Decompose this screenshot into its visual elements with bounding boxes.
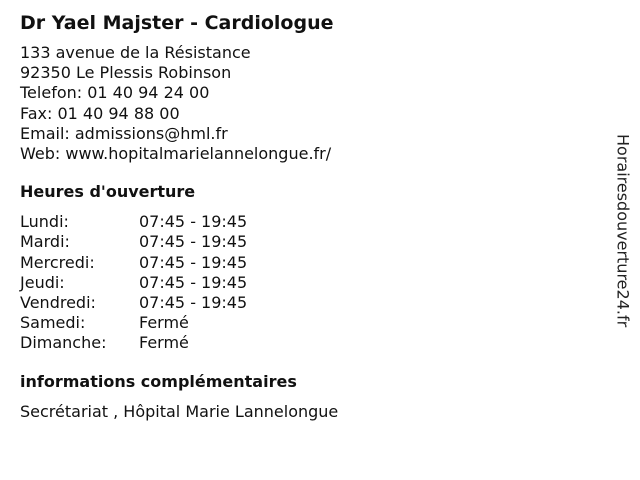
phone-line: Telefon: 01 40 94 24 00 — [20, 83, 210, 103]
hours-row-friday — [20, 293, 590, 313]
contact-block — [20, 43, 590, 164]
day-label: Lundi: — [20, 212, 69, 232]
hours-row-sunday — [20, 333, 590, 353]
hours-row-wednesday — [20, 253, 590, 273]
day-hours: Fermé — [139, 313, 189, 333]
day-hours: 07:45 - 19:45 — [139, 252, 248, 272]
day-label: Mercredi: — [20, 252, 95, 272]
day-label: Samedi: — [20, 313, 86, 333]
address-line-2: 92350 Le Plessis Robinson — [20, 63, 232, 83]
listing-card — [20, 11, 590, 422]
fax-line: Fax: 01 40 94 88 00 — [20, 103, 180, 123]
day-label: Jeudi: — [20, 272, 65, 292]
day-hours: 07:45 - 19:45 — [139, 212, 248, 232]
hours-row-thursday — [20, 273, 590, 293]
opening-hours-list — [20, 212, 590, 353]
day-label: Mardi: — [20, 232, 70, 252]
opening-hours-heading: Heures d'ouverture — [20, 182, 196, 202]
page-title: Dr Yael Majster - Cardiologue — [20, 12, 334, 34]
watermark-text: Horairesdouverture24.fr — [613, 134, 633, 328]
web-line: Web: www.hopitalmarielannelongue.fr/ — [20, 144, 332, 164]
hours-row-tuesday — [20, 232, 590, 252]
email-line: Email: admissions@hml.fr — [20, 123, 228, 143]
day-hours: 07:45 - 19:45 — [139, 293, 248, 313]
site-watermark — [612, 134, 634, 370]
day-hours: 07:45 - 19:45 — [139, 272, 248, 292]
additional-info-heading: informations complémentaires — [20, 371, 297, 391]
address-line-1: 133 avenue de la Résistance — [20, 43, 251, 62]
additional-info-text: Secrétariat , Hôpital Marie Lannelongue — [20, 401, 339, 421]
day-hours: Fermé — [139, 333, 189, 353]
day-hours: 07:45 - 19:45 — [139, 232, 248, 252]
hours-row-monday — [20, 212, 590, 232]
day-label: Vendredi: — [20, 293, 96, 313]
day-label: Dimanche: — [20, 333, 107, 353]
hours-row-saturday — [20, 313, 590, 333]
